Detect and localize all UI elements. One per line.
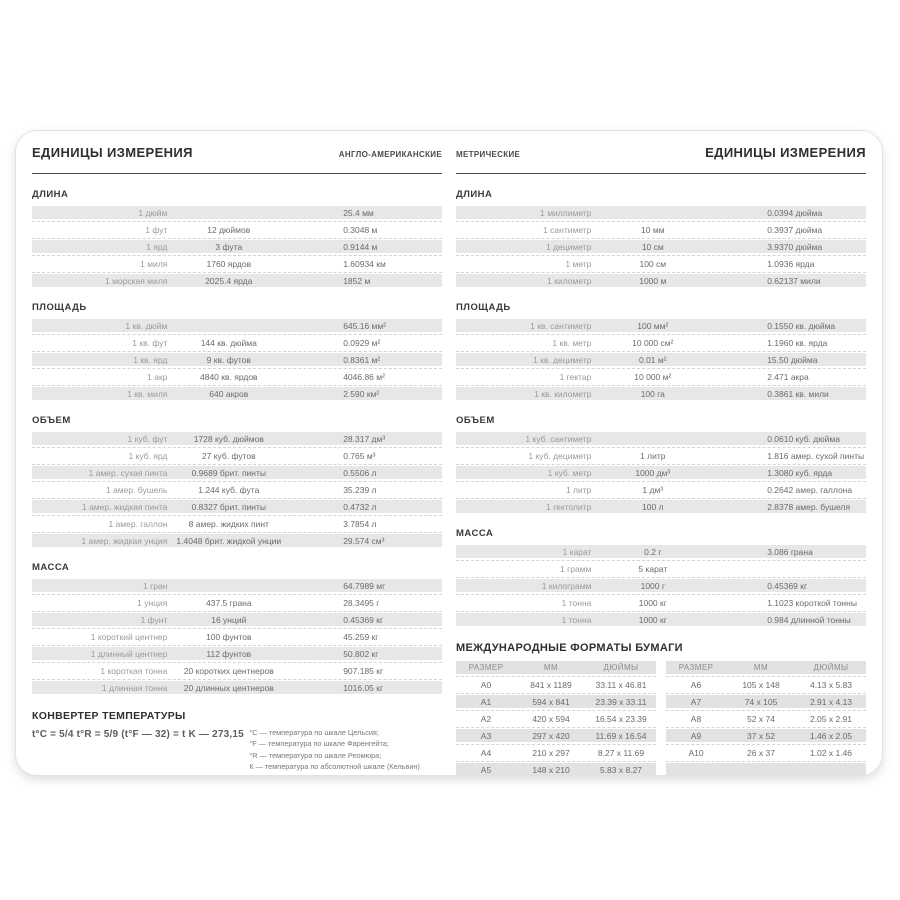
- volume-table: [32, 432, 442, 547]
- table-row: [456, 712, 656, 725]
- value-cell: 25.4 мм: [343, 207, 374, 218]
- table-row: [666, 763, 866, 776]
- page-title: ЕДИНИЦЫ ИЗМЕРЕНИЯ: [32, 145, 193, 160]
- area-table: [456, 319, 866, 400]
- value-cell: 0.45369 кг: [343, 614, 384, 625]
- unit-cell: A1: [480, 696, 492, 707]
- equivalent-cell: 100 фунтов: [206, 631, 252, 642]
- header-divider: [456, 173, 866, 174]
- unit-cell: 1 кв. сантиметр: [530, 320, 592, 331]
- table-row: [666, 729, 866, 742]
- table-row: [456, 613, 866, 626]
- planner-reference-page: [15, 130, 883, 776]
- unit-cell: A10: [688, 747, 704, 758]
- table-row: [456, 483, 866, 496]
- equivalent-cell: 1728 куб. дюймов: [193, 433, 264, 444]
- equivalent-cell: 0.2 г: [644, 546, 662, 557]
- equivalent-cell: 1000 м: [639, 275, 667, 286]
- equivalent-cell: 1 дм³: [642, 484, 664, 495]
- value-cell: 64.7989 мг: [343, 580, 386, 591]
- table-row: [456, 353, 866, 366]
- value-cell: 16.54 x 23.39: [595, 713, 647, 724]
- paper-table-header: [456, 661, 656, 674]
- paper-formats-title: МЕЖДУНАРОДНЫЕ ФОРМАТЫ БУМАГИ: [456, 642, 683, 654]
- unit-cell: 1 дециметр: [546, 241, 592, 252]
- anglo-american-column: [32, 145, 442, 775]
- temperature-formula: t°C = 5/4 t°R = 5/9 (t°F — 32) = t K — 273,15: [32, 729, 244, 740]
- equivalent-cell: 105 x 148: [742, 679, 780, 690]
- table-row: [666, 746, 866, 759]
- table-row: [32, 483, 442, 496]
- table-row: [32, 466, 442, 479]
- table-row: [32, 206, 442, 219]
- table-row: [456, 370, 866, 383]
- unit-cell: 1 ярд: [146, 241, 168, 252]
- unit-cell: 1 амер. жидкая пинта: [81, 501, 168, 512]
- section-length: [456, 189, 866, 287]
- temperature-note: °C — температура по шкале Цельсия;: [249, 728, 379, 737]
- section-title: МАССА: [456, 528, 494, 539]
- table-row: [456, 763, 656, 776]
- temperature-notes: [249, 727, 442, 772]
- equivalent-cell: 20 длинных центнеров: [183, 682, 274, 693]
- equivalent-cell: 52 x 74: [747, 713, 775, 724]
- equivalent-cell: 594 x 841: [532, 696, 570, 707]
- equivalent-cell: 1000 дм³: [635, 467, 671, 478]
- mm-header: ММ: [753, 663, 769, 672]
- unit-cell: 1 амер. бушель: [105, 484, 168, 495]
- value-cell: 28.3495 г: [343, 597, 380, 608]
- value-cell: 0.3937 дюйма: [767, 224, 823, 235]
- unit-cell: 1 кв. метр: [552, 337, 592, 348]
- table-row: [456, 257, 866, 270]
- unit-cell: 1 гран: [143, 580, 168, 591]
- area-table: [32, 319, 442, 400]
- section-length: [32, 189, 442, 287]
- value-cell: 0.3048 м: [343, 224, 378, 235]
- equivalent-cell: 297 x 420: [532, 730, 570, 741]
- section-title: ОБЪЕМ: [456, 415, 495, 426]
- table-row: [32, 613, 442, 626]
- value-cell: 3.7854 л: [343, 518, 377, 529]
- temperature-converter-body: [32, 727, 442, 772]
- equivalent-cell: 841 x 1189: [530, 679, 572, 690]
- table-row: [456, 746, 656, 759]
- value-cell: 1016.05 кг: [343, 682, 384, 693]
- table-row: [456, 432, 866, 445]
- table-row: [32, 517, 442, 530]
- value-cell: 907.185 кг: [343, 665, 384, 676]
- value-cell: 0.4732 л: [343, 501, 377, 512]
- equivalent-cell: 12 дюймов: [207, 224, 251, 235]
- table-row: [32, 240, 442, 253]
- section-mass: [456, 528, 866, 626]
- unit-cell: 1 килограмм: [541, 580, 592, 591]
- equivalent-cell: 10 мм: [641, 224, 665, 235]
- unit-cell: 1 длинная тонна: [101, 682, 168, 693]
- table-row: [456, 545, 866, 558]
- size-header: РАЗМЕР: [468, 663, 504, 672]
- inches-header: ДЮЙМЫ: [603, 663, 639, 672]
- value-cell: 11.69 x 16.54: [595, 730, 647, 741]
- unit-cell: 1 тонна: [561, 614, 592, 625]
- length-table: [32, 206, 442, 287]
- unit-cell: 1 куб. фут: [127, 433, 168, 444]
- temperature-converter: [32, 710, 442, 772]
- value-cell: 0.2642 амер. галлона: [767, 484, 853, 495]
- unit-cell: 1 гектар: [559, 371, 592, 382]
- unit-cell: 1 морская миля: [105, 275, 168, 286]
- table-row: [32, 630, 442, 643]
- unit-cell: 1 кв. миля: [127, 388, 168, 399]
- section-area: [456, 302, 866, 400]
- unit-cell: 1 куб. ярд: [128, 450, 168, 461]
- unit-cell: 1 фунт: [140, 614, 168, 625]
- equivalent-cell: 10 000 м²: [634, 371, 672, 382]
- table-row: [456, 319, 866, 332]
- table-row: [456, 695, 656, 708]
- paper-table-a0-a5: [456, 661, 656, 776]
- value-cell: 0.62137 мили: [767, 275, 821, 286]
- table-row: [456, 206, 866, 219]
- value-cell: 0.9144 м: [343, 241, 378, 252]
- equivalent-cell: 20 коротких центнеров: [183, 665, 274, 676]
- paper-table-header: [666, 661, 866, 674]
- value-cell: 2.590 км²: [343, 388, 380, 399]
- value-cell: 35.239 л: [343, 484, 377, 495]
- table-row: [456, 579, 866, 592]
- column-subtitle: МЕТРИЧЕСКИЕ: [456, 150, 521, 159]
- equivalent-cell: 0.01 м²: [638, 354, 667, 365]
- value-cell: 0.984 длинной тонны: [767, 614, 851, 625]
- equivalent-cell: 3 фута: [215, 241, 243, 252]
- unit-cell: 1 амер. сухая пинта: [88, 467, 168, 478]
- table-row: [456, 387, 866, 400]
- equivalent-cell: 100 га: [640, 388, 665, 399]
- unit-cell: 1 амер. галлон: [108, 518, 168, 529]
- unit-cell: 1 кв. ярд: [133, 354, 168, 365]
- value-cell: 23.39 x 33.11: [595, 696, 647, 707]
- table-row: [666, 712, 866, 725]
- equivalent-cell: 26 x 37: [747, 747, 775, 758]
- length-table: [456, 206, 866, 287]
- value-cell: 0.0929 м²: [343, 337, 381, 348]
- equivalent-cell: 4840 кв. ярдов: [200, 371, 258, 382]
- unit-cell: A6: [690, 679, 702, 690]
- equivalent-cell: 1000 кг: [638, 597, 667, 608]
- value-cell: 2.8378 амер. бушеля: [767, 501, 851, 512]
- unit-cell: 1 гектолитр: [546, 501, 592, 512]
- value-cell: 0.3861 кв. мили: [767, 388, 829, 399]
- unit-cell: 1 тонна: [561, 597, 592, 608]
- unit-cell: 1 длинный центнер: [90, 648, 168, 659]
- equivalent-cell: 210 x 297: [532, 747, 570, 758]
- table-row: [666, 695, 866, 708]
- equivalent-cell: 16 унций: [211, 614, 247, 625]
- unit-cell: 1 сантиметр: [543, 224, 592, 235]
- table-row: [32, 353, 442, 366]
- table-row: [32, 664, 442, 677]
- paper-table-a6-a10: [666, 661, 866, 776]
- value-cell: 0.8361 м²: [343, 354, 381, 365]
- unit-cell: 1 короткая тонна: [100, 665, 168, 676]
- unit-cell: 1 карат: [562, 546, 592, 557]
- value-cell: 1.02 x 1.46: [809, 747, 853, 758]
- equivalent-cell: 144 кв. дюйма: [200, 337, 257, 348]
- value-cell: 1.3080 куб. ярда: [767, 467, 833, 478]
- equivalent-cell: 420 x 594: [532, 713, 570, 724]
- table-row: [456, 223, 866, 236]
- equivalent-cell: 640 акров: [209, 388, 249, 399]
- equivalent-cell: 437.5 грана: [205, 597, 252, 608]
- equivalent-cell: 74 x 105: [744, 696, 778, 707]
- value-cell: 0.0394 дюйма: [767, 207, 823, 218]
- value-cell: 1.0936 ярда: [767, 258, 815, 269]
- table-row: [32, 223, 442, 236]
- equivalent-cell: 10 см: [641, 241, 664, 252]
- equivalent-cell: 37 x 52: [747, 730, 775, 741]
- section-title: ОБЪЕМ: [32, 415, 71, 426]
- table-row: [32, 432, 442, 445]
- page-title: ЕДИНИЦЫ ИЗМЕРЕНИЯ: [705, 145, 866, 160]
- paper-formats-section: [456, 642, 866, 776]
- section-title: ПЛОЩАДЬ: [456, 302, 511, 313]
- paper-formats-tables: [456, 661, 866, 776]
- section-area: [32, 302, 442, 400]
- unit-cell: 1 миля: [140, 258, 168, 269]
- unit-cell: 1 куб. сантиметр: [525, 433, 592, 444]
- table-row: [32, 534, 442, 547]
- value-cell: 1.1960 кв. ярда: [767, 337, 828, 348]
- unit-cell: 1 миллиметр: [540, 207, 592, 218]
- equivalent-cell: 9 кв. футов: [206, 354, 251, 365]
- unit-cell: 1 унция: [137, 597, 168, 608]
- equivalent-cell: 1 литр: [640, 450, 666, 461]
- value-cell: 2.05 x 2.91: [809, 713, 853, 724]
- table-row: [32, 336, 442, 349]
- unit-cell: 1 короткий центнер: [90, 631, 168, 642]
- header-divider: [32, 173, 442, 174]
- section-title: ДЛИНА: [456, 189, 493, 200]
- unit-cell: A5: [480, 764, 492, 775]
- equivalent-cell: 8 амер. жидких пинт: [188, 518, 269, 529]
- unit-cell: 1 километр: [547, 275, 592, 286]
- unit-cell: 1 кв. дециметр: [533, 354, 592, 365]
- table-row: [456, 596, 866, 609]
- section-title: ДЛИНА: [32, 189, 69, 200]
- value-cell: 0.1550 кв. дюйма: [767, 320, 836, 331]
- table-row: [32, 579, 442, 592]
- value-cell: 33.11 x 46.81: [595, 679, 647, 690]
- left-column-header: [32, 145, 442, 171]
- section-volume: [32, 415, 442, 547]
- value-cell: 2.91 x 4.13: [809, 696, 853, 707]
- equivalent-cell: 112 фунтов: [206, 648, 252, 659]
- value-cell: 0.0610 куб. дюйма: [767, 433, 840, 444]
- value-cell: 4.13 x 5.83: [809, 679, 853, 690]
- section-mass: [32, 562, 442, 694]
- temperature-converter-title: КОНВЕРТЕР ТЕМПЕРАТУРЫ: [32, 710, 186, 722]
- table-row: [456, 240, 866, 253]
- unit-cell: 1 дюйм: [138, 207, 168, 218]
- unit-cell: 1 куб. метр: [547, 467, 592, 478]
- table-row: [456, 500, 866, 513]
- table-row: [456, 449, 866, 462]
- unit-cell: 1 амер. жидкая унция: [81, 535, 168, 546]
- unit-cell: 1 фут: [145, 224, 168, 235]
- table-row: [32, 449, 442, 462]
- unit-cell: 1 грамм: [560, 563, 592, 574]
- metric-column: [456, 145, 866, 775]
- table-row: [32, 681, 442, 694]
- unit-cell: A0: [480, 679, 492, 690]
- unit-cell: A2: [480, 713, 492, 724]
- equivalent-cell: 27 куб. футов: [201, 450, 256, 461]
- unit-cell: 1 кв. километр: [534, 388, 592, 399]
- value-cell: 1.816 амер. сухой пинты: [767, 450, 865, 461]
- equivalent-cell: 1760 ярдов: [206, 258, 252, 269]
- equivalent-cell: 1000 кг: [638, 614, 667, 625]
- equivalent-cell: 0.9689 брит. пинты: [191, 467, 266, 478]
- unit-cell: A7: [690, 696, 702, 707]
- value-cell: 4046.86 м²: [343, 371, 385, 382]
- temperature-note: К — температура по абсолютной шкале (Кельвин): [249, 761, 420, 771]
- value-cell: 29.574 см³: [343, 535, 385, 546]
- equivalent-cell: 100 л: [642, 501, 664, 512]
- size-header: РАЗМЕР: [678, 663, 714, 672]
- section-title: ПЛОЩАДЬ: [32, 302, 87, 313]
- unit-cell: A4: [480, 747, 492, 758]
- table-row: [32, 370, 442, 383]
- unit-cell: 1 кв. фут: [132, 337, 168, 348]
- unit-cell: 1 акр: [147, 371, 168, 382]
- equivalent-cell: 5 карат: [638, 563, 668, 574]
- value-cell: 28.317 дм³: [343, 433, 386, 444]
- unit-cell: A9: [690, 730, 702, 741]
- table-row: [32, 257, 442, 270]
- value-cell: 2.471 акра: [767, 371, 809, 382]
- unit-cell: A3: [480, 730, 492, 741]
- unit-cell: 1 кв. дюйм: [125, 320, 168, 331]
- value-cell: 5.83 x 8.27: [599, 764, 643, 775]
- equivalent-cell: 1.244 куб. фута: [198, 484, 260, 495]
- mm-header: ММ: [543, 663, 559, 672]
- value-cell: 1852 м: [343, 275, 371, 286]
- equivalent-cell: 1.4048 брит. жидкой унции: [176, 535, 282, 546]
- inches-header: ДЮЙМЫ: [813, 663, 849, 672]
- equivalent-cell: 2025.4 ярда: [205, 275, 253, 286]
- section-title: МАССА: [32, 562, 70, 573]
- column-subtitle: АНГЛО-АМЕРИКАНСКИЕ: [338, 150, 442, 159]
- table-row: [456, 274, 866, 287]
- value-cell: 45.259 кг: [343, 631, 379, 642]
- value-cell: 1.1023 короткой тонны: [767, 597, 857, 608]
- table-row: [32, 647, 442, 660]
- table-row: [456, 678, 656, 691]
- value-cell: 15.50 дюйма: [767, 354, 818, 365]
- mass-table: [456, 545, 866, 626]
- value-cell: 8.27 x 11.69: [597, 747, 645, 758]
- table-row: [456, 562, 866, 575]
- value-cell: 0.5506 л: [343, 467, 377, 478]
- table-row: [32, 274, 442, 287]
- value-cell: 0.45369 кг: [767, 580, 808, 591]
- value-cell: 1.60934 км: [343, 258, 386, 269]
- unit-cell: 1 литр: [565, 484, 592, 495]
- right-column-header: [456, 145, 866, 171]
- section-volume: [456, 415, 866, 513]
- volume-table: [456, 432, 866, 513]
- value-cell: 3.9370 дюйма: [767, 241, 823, 252]
- mass-table: [32, 579, 442, 694]
- value-cell: 50.802 кг: [343, 648, 379, 659]
- equivalent-cell: 148 x 210: [532, 764, 570, 775]
- temperature-note: °R — температура по шкале Реомюра;: [249, 750, 382, 760]
- equivalent-cell: 0.8327 брит. пинты: [191, 501, 266, 512]
- value-cell: 1.46 x 2.05: [809, 730, 853, 741]
- table-row: [666, 678, 866, 691]
- table-row: [32, 387, 442, 400]
- table-row: [456, 336, 866, 349]
- equivalent-cell: 1000 г: [640, 580, 665, 591]
- table-row: [456, 466, 866, 479]
- table-row: [32, 319, 442, 332]
- value-cell: 3.086 грана: [767, 546, 813, 557]
- equivalent-cell: 100 см: [639, 258, 667, 269]
- unit-cell: 1 куб. дециметр: [528, 450, 592, 461]
- temperature-note: °F — температура по шкале Фаренгейта;: [249, 739, 389, 749]
- table-row: [32, 596, 442, 609]
- table-row: [32, 500, 442, 513]
- value-cell: 645.16 мм²: [343, 320, 387, 331]
- unit-cell: 1 метр: [565, 258, 592, 269]
- value-cell: 0.765 м³: [343, 450, 376, 461]
- unit-cell: A8: [690, 713, 702, 724]
- equivalent-cell: 10 000 см²: [632, 337, 674, 348]
- equivalent-cell: 100 мм²: [637, 320, 669, 331]
- table-row: [456, 729, 656, 742]
